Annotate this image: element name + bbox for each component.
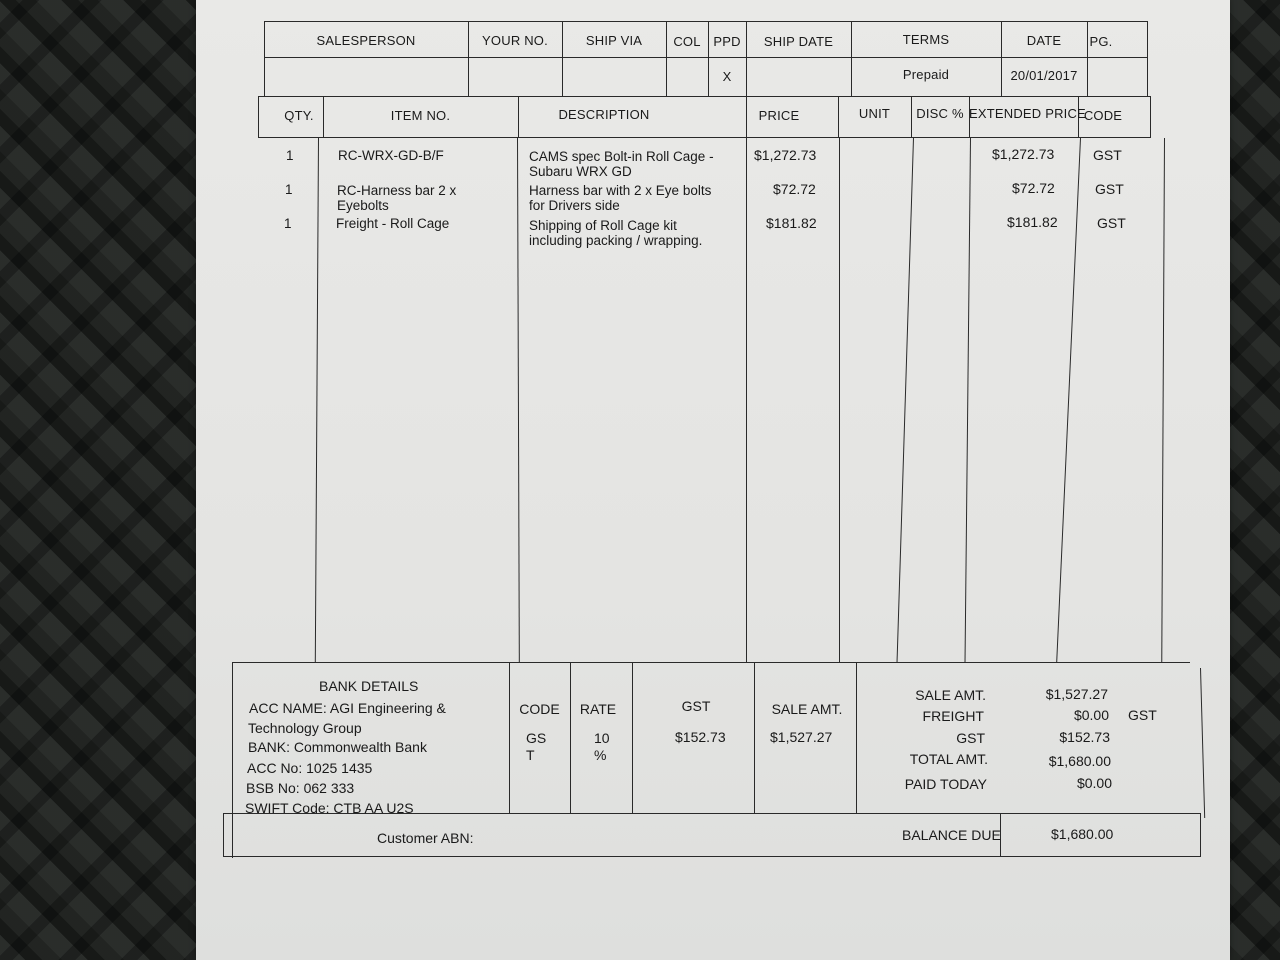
tax-rate-value: 10 % bbox=[594, 730, 610, 763]
freight-code: GST bbox=[1128, 707, 1157, 723]
item-price: $72.72 bbox=[773, 181, 816, 197]
date-value: 20/01/2017 bbox=[1010, 68, 1078, 83]
bank-details-title: BANK DETAILS bbox=[319, 678, 419, 694]
col-header-your-no: YOUR NO. bbox=[482, 33, 548, 48]
tax-code-value: GS T bbox=[526, 730, 547, 763]
col-header-price: PRICE bbox=[758, 108, 800, 123]
col-header-qty: QTY. bbox=[284, 108, 314, 123]
invoice-page bbox=[196, 0, 1230, 960]
item-no: Freight - Roll Cage bbox=[336, 216, 450, 231]
item-price: $181.82 bbox=[766, 215, 817, 231]
paid-today-value: $0.00 bbox=[1076, 775, 1112, 791]
col-header-description: DESCRIPTION bbox=[558, 107, 650, 122]
item-qty: 1 bbox=[285, 182, 293, 197]
customer-abn-label: Customer ABN: bbox=[377, 830, 474, 846]
item-qty: 1 bbox=[286, 148, 294, 163]
item-no: RC-WRX-GD-B/F bbox=[338, 148, 444, 163]
tax-col-code: CODE bbox=[519, 701, 560, 717]
col-header-ppd: PPD bbox=[713, 34, 741, 49]
col-header-item-no: ITEM NO. bbox=[390, 108, 451, 123]
col-header-ship-via: SHIP VIA bbox=[585, 33, 643, 48]
item-extended-price: $1,272.73 bbox=[992, 146, 1055, 162]
sale-amt-value: $1,527.27 bbox=[1045, 686, 1108, 702]
bank-line-bank: BANK: Commonwealth Bank bbox=[248, 739, 427, 755]
col-header-ship-date: SHIP DATE bbox=[763, 34, 834, 49]
col-header-date: DATE bbox=[1026, 33, 1062, 48]
tax-col-sale-amt: SALE AMT. bbox=[771, 701, 843, 717]
tax-col-rate: RATE bbox=[579, 701, 617, 717]
col-header-code: CODE bbox=[1083, 108, 1123, 123]
freight-label: FREIGHT bbox=[922, 708, 984, 724]
bank-line-acc-name-cont: Technology Group bbox=[248, 720, 362, 736]
bank-line-swift: SWIFT Code: CTB AA U2S bbox=[245, 800, 414, 816]
item-extended-price: $72.72 bbox=[1012, 180, 1055, 196]
total-amt-label: TOTAL AMT. bbox=[909, 751, 988, 767]
item-description: CAMS spec Bolt-in Roll Cage - Subaru WRX GD bbox=[529, 149, 714, 179]
col-header-disc: DISC % bbox=[916, 106, 964, 121]
bank-line-acc-name: ACC NAME: AGI Engineering & bbox=[249, 700, 446, 716]
tax-gst-value: $152.73 bbox=[675, 729, 726, 745]
total-amt-value: $1,680.00 bbox=[1048, 753, 1111, 769]
bank-line-bsb: BSB No: 062 333 bbox=[246, 780, 355, 796]
gst-label: GST bbox=[956, 730, 985, 746]
item-extended-price: $181.82 bbox=[1007, 214, 1058, 230]
tax-col-gst: GST bbox=[681, 698, 711, 714]
item-no: RC-Harness bar 2 x Eyebolts bbox=[337, 183, 457, 213]
tax-sale-amt-value: $1,527.27 bbox=[770, 729, 833, 745]
paid-today-label: PAID TODAY bbox=[904, 776, 987, 792]
balance-due-value: $1,680.00 bbox=[1051, 826, 1114, 842]
item-code: GST bbox=[1093, 147, 1122, 163]
col-header-pg: PG. bbox=[1089, 34, 1113, 49]
item-description: Harness bar with 2 x Eye bolts for Drivers side bbox=[529, 183, 712, 213]
terms-value: Prepaid bbox=[902, 67, 950, 82]
col-header-unit: UNIT bbox=[858, 106, 891, 121]
col-header-salesperson: SALESPERSON bbox=[316, 33, 416, 48]
sale-amt-label: SALE AMT. bbox=[915, 687, 986, 703]
item-description: Shipping of Roll Cage kit including packing / wrapping. bbox=[529, 218, 703, 248]
gst-value: $152.73 bbox=[1059, 729, 1110, 745]
item-qty: 1 bbox=[284, 216, 292, 231]
bank-line-acc-no: ACC No: 1025 1435 bbox=[247, 760, 373, 776]
balance-due-label: BALANCE DUE bbox=[902, 827, 1001, 843]
col-header-terms: TERMS bbox=[902, 32, 950, 47]
item-price: $1,272.73 bbox=[754, 147, 817, 163]
item-code: GST bbox=[1095, 181, 1124, 197]
ppd-value: X bbox=[722, 69, 732, 84]
col-header-extended-price: EXTENDED PRICE bbox=[969, 106, 1086, 121]
freight-value: $0.00 bbox=[1073, 707, 1109, 723]
item-code: GST bbox=[1097, 215, 1126, 231]
col-header-col: COL bbox=[673, 34, 701, 49]
